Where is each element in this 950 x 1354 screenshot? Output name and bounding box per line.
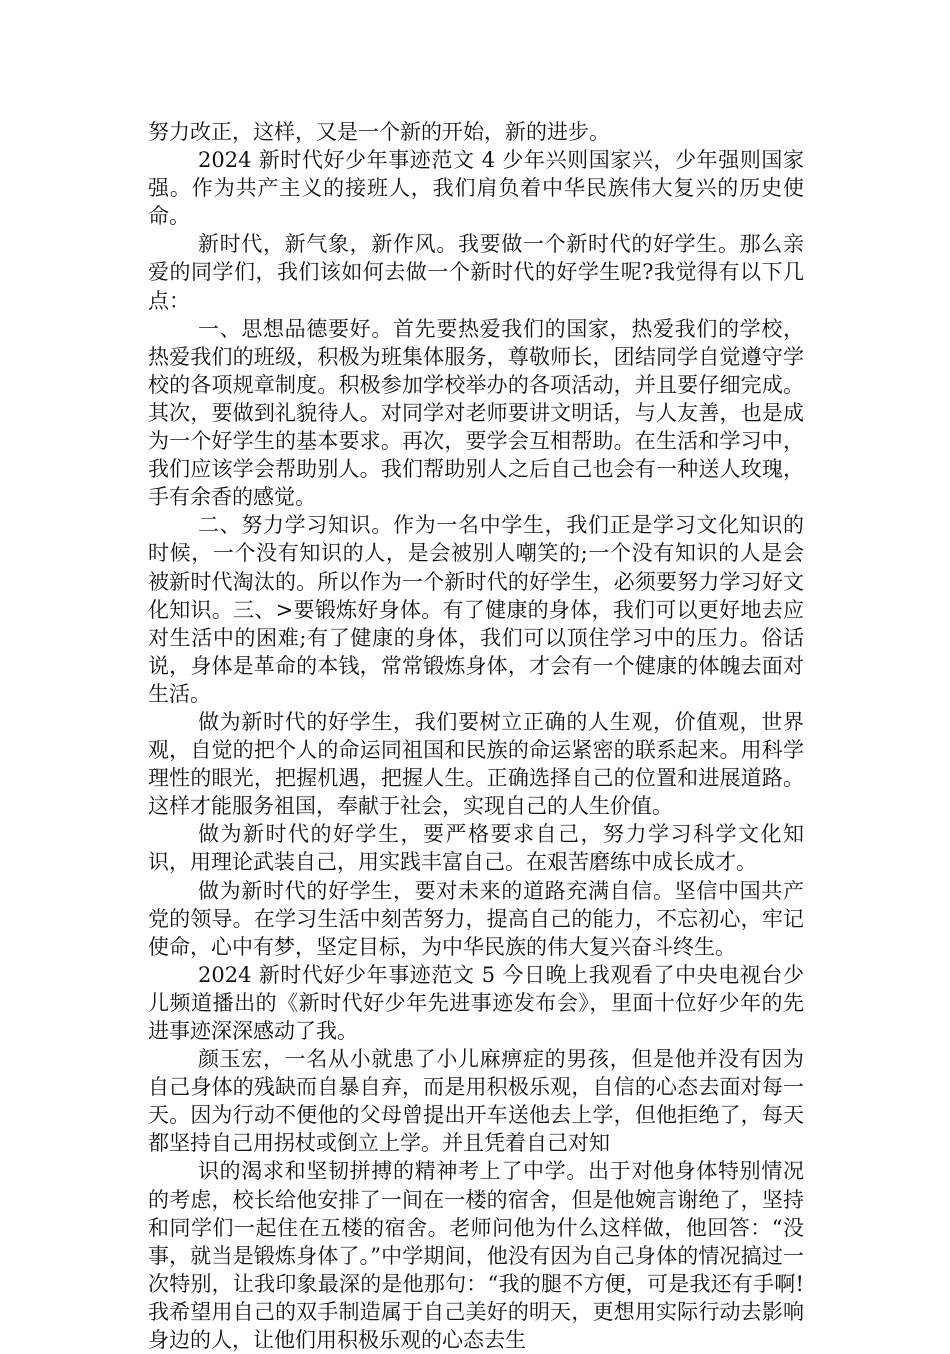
paragraph-1: 努力改正，这样，又是一个新的开始，新的进步。 xyxy=(148,120,610,144)
paragraph-4: 一、思想品德要好。首先要热爱我们的国家，热爱我们的学校，热爱我们的班级，积极为班集体服务，尊敬师长，团结同学自觉遵守学校的各项规章制度。积极参加学校举办的各项活动，并且要仔细完成。其次，要做到礼貌待人。对同学对老师要讲文明话，与人友善，也是成为一个好学生的基本要求。再次，要学会互相帮助。在生活和学习中，我们应该学会帮助别人。我们帮助别人之后自己也会有一种送人玫瑰，手有余香的感觉。 xyxy=(148,316,804,510)
paragraph-2: 2024 新时代好少年事迹范文 4 少年兴则国家兴，少年强则国家强。作为共产主义的接班人，我们肩负着中华民族伟大复兴的历史使命。 xyxy=(148,148,804,229)
paragraph-3: 新时代，新气象，新作风。我要做一个新时代的好学生。那么亲爱的同学们，我们该如何去做一个新时代的好学生呢?我觉得有以下几点： xyxy=(148,232,804,313)
paragraph-9: 2024 新时代好少年事迹范文 5 今日晚上我观看了中央电视台少儿频道播出的《新时代好少年先进事迹发布会》，里面十位好少年的先进事迹深深感动了我。 xyxy=(148,962,804,1043)
paragraph-5: 二、努力学习知识。作为一名中学生，我们正是学习文化知识的时候，一个没有知识的人，是会被别人嘲笑的;一个没有知识的人是会被新时代淘汰的。所以作为一个新时代的好学生，必须要努力学习好文化知识。三、>要锻炼好身体。有了健康的身体，我们可以更好地去应对生活中的困难;有了健康的身体，我们可以顶住学习中的压力。俗话说，身体是革命的本钱，常常锻炼身体，才会有一个健康的体魄去面对生活。 xyxy=(148,513,804,706)
paragraph-7: 做为新时代的好学生，要严格要求自己，努力学习科学文化知识，用理论武装自己，用实践丰富自己。在艰苦磨练中成长成才。 xyxy=(148,822,804,875)
paragraph-11: 识的渴求和坚韧拼搏的精神考上了中学。出于对他身体特别情况的考虑，校长给他安排了一间在一楼的宿舍，但是他婉言谢绝了，坚持和同学们一起住在五楼的宿舍。老师问他为什么这样做，他回答：“没事，就当是锻炼身体了。”中学期间，他没有因为自己身体的情况搞过一次特别，让我印象最深的是他那句：“我的腿不方便，可是我还有手啊!我希望用自己的双手制造属于自己美好的明天，更想用实际行动去影响身边的人，让他们用积极乐观的心态去生 xyxy=(148,1159,804,1353)
paragraph-8: 做为新时代的好学生，要对未来的道路充满自信。坚信中国共产党的领导。在学习生活中刻苦努力，提高自己的能力，不忘初心，牢记使命，心中有梦，坚定目标，为中华民族的伟大复兴奋斗终生。 xyxy=(148,878,804,959)
paragraph-6: 做为新时代的好学生，我们要树立正确的人生观，价值观，世界观，自觉的把个人的命运同祖国和民族的命运紧密的联系起来。用科学理性的眼光，把握机遇，把握人生。正确选择自己的位置和进展道路。这样才能服务祖国，奉献于社会，实现自己的人生价值。 xyxy=(148,709,804,819)
paragraph-10: 颜玉宏，一名从小就患了小儿麻痹症的男孩，但是他并没有因为自己身体的残缺而自暴自弃，而是用积极乐观，自信的心态去面对每一天。因为行动不便他的父母曾提出开车送他去上学，但他拒绝了，每天都坚持自己用拐杖或倒立上学。并且凭着自己对知 xyxy=(148,1047,804,1156)
document-body xyxy=(148,118,804,1354)
